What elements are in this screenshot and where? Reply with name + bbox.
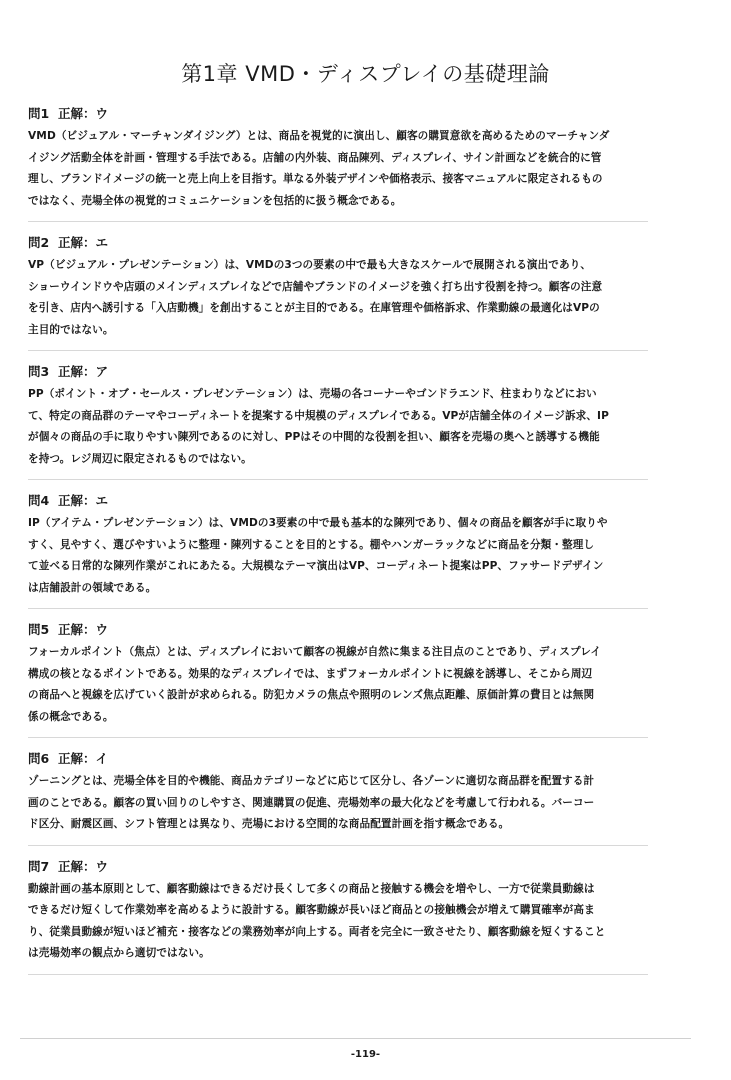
explanation-line: を引き、店内へ誘引する「入店動機」を創出することが主目的である。在庫管理や価格訴求、作業動線の最適化はVPの xyxy=(28,302,600,314)
section-divider xyxy=(28,221,648,222)
page-number: -119- xyxy=(350,1049,381,1060)
explanation-line: VMD（ビジュアル・マーチャンダイジング）とは、商品を視覚的に演出し、顧客の購買意欲を高めるためのマーチャンダ xyxy=(28,130,610,142)
explanation-line: て並べる日常的な陳列作業がこれにあたる。大規模なテーマ演出はVP、コーディネート提案はPP、ファサードデザイン xyxy=(28,560,604,572)
question-header xyxy=(28,751,688,767)
correct-answer: 正解：エ xyxy=(58,235,109,250)
question-header xyxy=(28,106,688,122)
question-number: 問6 xyxy=(28,751,50,766)
explanation-line: 主目的ではない。 xyxy=(28,323,114,336)
correct-answer: 正解：エ xyxy=(58,493,109,508)
section-divider xyxy=(28,737,648,738)
explanation-text xyxy=(28,384,688,470)
question-number: 問7 xyxy=(28,858,50,874)
explanation-line: ショーウインドウや店頭のメインディスプレイなどで店舗やブランドのイメージを強く打ち出す役割を持つ。顧客の注意 xyxy=(28,280,603,293)
question-number: 問4 xyxy=(28,493,50,508)
question-number: 問1 xyxy=(28,106,50,121)
question-number: 問5 xyxy=(28,622,50,637)
correct-answer: 正解：ウ xyxy=(58,622,109,637)
question-block xyxy=(28,859,688,965)
explanation-line: が個々の商品の手に取りやすい陳列であるのに対し、PPはその中間的な役割を担い、顧客を売場の奥へと誘導する機能 xyxy=(28,431,600,443)
explanation-text xyxy=(28,642,688,728)
correct-answer: 正解：ウ xyxy=(58,858,109,874)
question-block xyxy=(28,622,688,728)
question-header xyxy=(28,235,688,251)
explanation-line: 画のことである。顧客の買い回りのしやすさ、関連購買の促進、売場効率の最大化などを考慮して行われる。バーコー xyxy=(28,796,595,809)
correct-answer: 正解：ア xyxy=(58,364,109,379)
footer-divider xyxy=(20,1038,691,1039)
explanation-line: PP（ポイント・オブ・セールス・プレゼンテーション）は、売場の各コーナーやゴンドラエンド、柱まわりなどにおい xyxy=(28,388,597,400)
section-divider xyxy=(28,845,648,846)
explanation-line: VP（ビジュアル・プレゼンテーション）は、VMDの3つの要素の中で最も大きなスケールで展開される演出であり、 xyxy=(28,259,592,271)
explanation-line: イジング活動全体を計画・管理する手法である。店舗の内外装、商品陳列、ディスプレイ、サイン計画などを統合的に管 xyxy=(28,151,602,164)
question-block xyxy=(28,493,688,599)
question-block xyxy=(28,751,688,836)
explanation-line: フォーカルポイント（焦点）とは、ディスプレイにおいて顧客の視線が自然に集まる注目点のことであり、ディスプレイ xyxy=(28,646,602,658)
question-header xyxy=(28,493,688,509)
explanation-line: 理し、ブランドイメージの統一と売上向上を目指す。単なる外装デザインや価格表示、接客マニュアルに限定されるもの xyxy=(28,173,603,185)
chapter-title: 第1章 VMD・ディスプレイの基礎理論 xyxy=(181,62,550,87)
explanation-text xyxy=(28,879,688,965)
question-block xyxy=(28,106,688,212)
explanation-line: て、特定の商品群のテーマやコーディネートを提案する中規模のディスプレイである。VPが店舗全体のイメージ訴求、IP xyxy=(28,409,609,422)
explanation-text xyxy=(28,513,688,599)
question-block xyxy=(28,364,688,470)
section-divider xyxy=(28,608,648,609)
explanation-text xyxy=(28,255,688,341)
question-number: 問3 xyxy=(28,364,50,379)
explanation-line: 構成の核となるポイントである。効果的なディスプレイでは、まずフォーカルポイントに視線を誘導し、そこから周辺 xyxy=(28,667,593,680)
correct-answer: 正解：イ xyxy=(58,751,109,766)
section-divider xyxy=(28,350,648,351)
explanation-line: 動線計画の基本原則として、顧客動線はできるだけ長くして多くの商品と接触する機会を増やし、一方で従業員動線は xyxy=(28,882,595,895)
explanation-text xyxy=(28,126,688,212)
explanation-text xyxy=(28,771,688,836)
explanation-line: り、従業員動線が短いほど補充・接客などの業務効率が向上する。両者を完全に一致させたり、顧客動線を短くすること xyxy=(28,925,606,938)
explanation-line: できるだけ短くして作業効率を高めるように設計する。顧客動線が長いほど商品との接触機会が増えて購買確率が高ま xyxy=(28,904,595,916)
explanation-line: IP（アイテム・プレゼンテーション）は、VMDの3要素の中で最も基本的な陳列であり、個々の商品を顧客が手に取りや xyxy=(28,517,608,529)
explanation-line: ではなく、売場全体の視覚的コミュニケーションを包括的に扱う概念である。 xyxy=(28,194,402,207)
explanation-line: すく、見やすく、選びやすいように整理・陳列することを目的とする。棚やハンガーラックなどに商品を分類・整理し xyxy=(28,538,595,551)
explanation-line: ド区分、耐震区画、シフト管理とは異なり、売場における空間的な商品配置計画を指す概念である。 xyxy=(28,818,510,830)
section-divider xyxy=(28,974,648,975)
explanation-line: は売場効率の観点から適切ではない。 xyxy=(28,947,210,959)
explanation-line: を持つ。レジ周辺に限定されるものではない。 xyxy=(28,452,252,465)
question-list xyxy=(28,106,688,988)
question-header xyxy=(28,859,688,875)
question-header xyxy=(28,364,688,380)
section-divider xyxy=(28,479,648,480)
explanation-line: は店舗設計の領域である。 xyxy=(28,581,157,594)
question-number: 問2 xyxy=(28,235,50,250)
explanation-line: 係の概念である。 xyxy=(28,710,114,723)
explanation-line: の商品へと視線を広げていく設計が求められる。防犯カメラの焦点や照明のレンズ焦点距離、原価計算の費目とは無関 xyxy=(28,689,595,701)
question-header xyxy=(28,622,688,638)
question-block xyxy=(28,235,688,341)
explanation-line: ゾーニングとは、売場全体を目的や機能、商品カテゴリーなどに応じて区分し、各ゾーンに適切な商品群を配置する計 xyxy=(28,775,595,787)
correct-answer: 正解：ウ xyxy=(58,106,109,121)
